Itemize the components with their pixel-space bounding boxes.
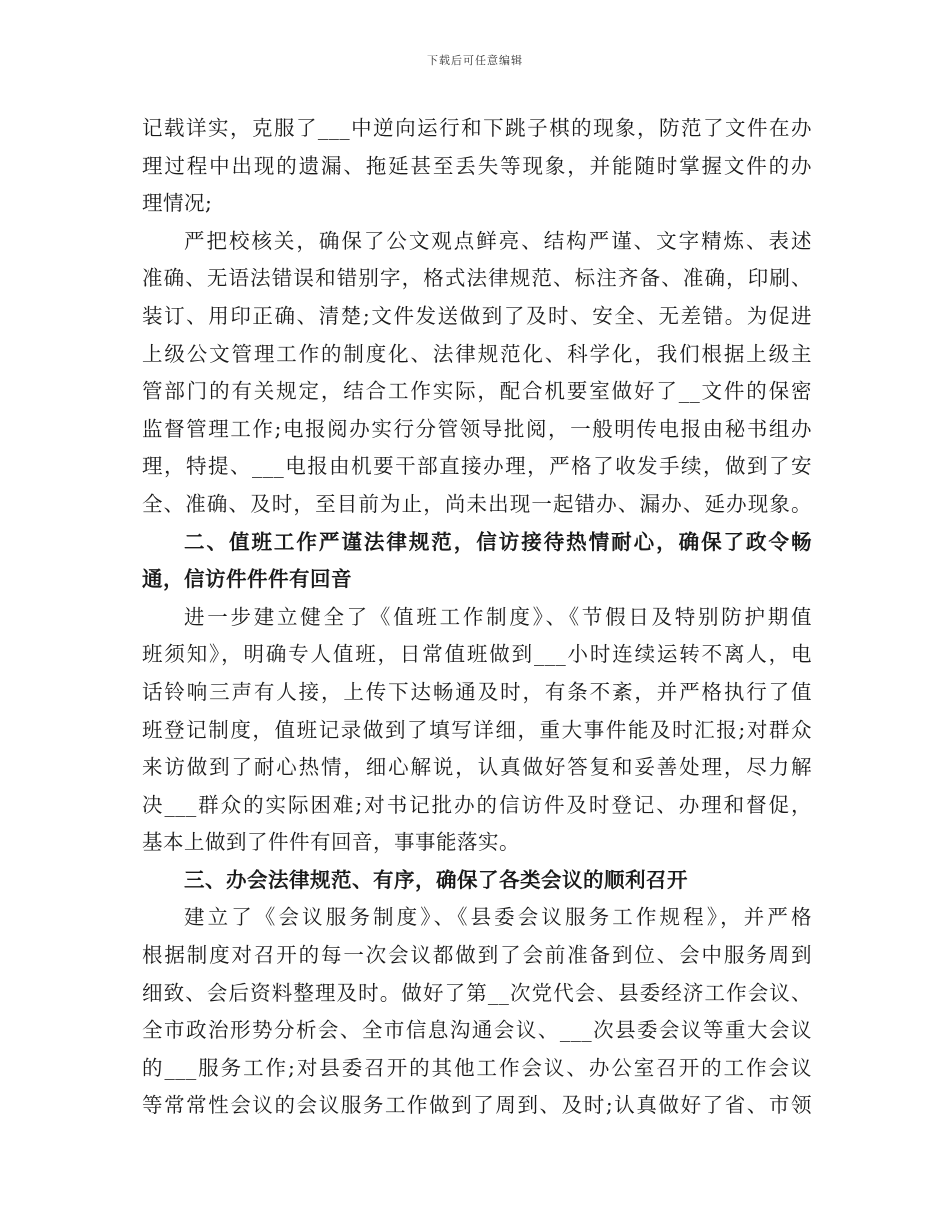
paragraph-line: 班登记制度，值班记录做到了填写详细，重大事件能及时汇报;对群众 <box>142 717 812 742</box>
paragraph-line: 建立了《会议服务制度》、《县委会议服务工作规程》，并严格 <box>184 905 812 930</box>
paragraph-line: 严把校核关，确保了公文观点鲜亮、结构严谨、文字精炼、表述 <box>184 228 812 253</box>
paragraph-line: 进一步建立健全了《值班工作制度》、《节假日及特别防护期值 <box>184 604 812 629</box>
paragraph-line: 记载详实，克服了___中逆向运行和下跳子棋的现象，防范了文件在办 <box>142 116 812 140</box>
paragraph-line: 基本上做到了件件有回音，事事能落实。 <box>142 830 520 855</box>
paragraph-line: 理，特提、___电报由机要干部直接办理，严格了收发手续，做到了安 <box>142 454 812 479</box>
paragraph-line: 来访做到了耐心热情，细心解说，认真做好答复和妥善处理，尽力解 <box>142 755 812 780</box>
paragraph-line: 根据制度对召开的每一次会议都做到了会前准备到位、会中服务周到 <box>142 943 812 968</box>
section-heading-line: 通，信访件件件有回音 <box>142 567 352 592</box>
paragraph-line: 管部门的有关规定，结合工作实际，配合机要室做好了__文件的保密 <box>142 379 812 404</box>
paragraph-line: 决___群众的实际困难;对书记批办的信访件及时登记、办理和督促， <box>142 792 812 817</box>
paragraph-line: 理情况; <box>142 191 213 216</box>
paragraph-line: 细致、会后资料整理及时。做好了第__次党代会、县委经济工作会议、 <box>142 980 812 1005</box>
paragraph-line: 监督管理工作;电报阅办实行分管领导批阅，一般明传电报由秘书组办 <box>142 416 812 441</box>
paragraph-line: 等常常性会议的会议服务工作做到了周到、及时;认真做好了省、市领 <box>142 1093 812 1118</box>
paragraph-line: 班须知》，明确专人值班，日常值班做到___小时连续运转不离人，电 <box>142 642 812 667</box>
document-body <box>142 110 812 1125</box>
paragraph-line: 的___服务工作;对县委召开的其他工作会议、办公室召开的工作会议 <box>142 1055 812 1080</box>
paragraph-line: 准确、无语法错误和错别字，格式法律规范、标注齐备、准确，印刷、 <box>142 266 812 291</box>
paragraph-line: 全、准确、及时，至目前为止，尚未出现一起错办、漏办、延办现象。 <box>142 491 812 516</box>
paragraph-line: 上级公文管理工作的制度化、法律规范化、科学化，我们根据上级主 <box>142 341 812 366</box>
paragraph-line: 理过程中出现的遗漏、拖延甚至丢失等现象，并能随时掌握文件的办 <box>142 153 812 178</box>
paragraph-line: 装订、用印正确、清楚;文件发送做到了及时、安全、无差错。为促进 <box>142 303 812 328</box>
section-heading-line: 三、办会法律规范、有序，确保了各类会议的顺利召开 <box>184 867 688 892</box>
paragraph-line: 话铃响三声有人接，上传下达畅通及时，有条不紊，并严格执行了值 <box>142 679 812 704</box>
section-heading-line: 二、值班工作严谨法律规范，信访接待热情耐心，确保了政令畅 <box>184 529 812 554</box>
paragraph-line: 全市政治形势分析会、全市信息沟通会议、___次县委会议等重大会议 <box>142 1018 812 1043</box>
page-header: 下载后可任意编辑 <box>427 54 523 67</box>
